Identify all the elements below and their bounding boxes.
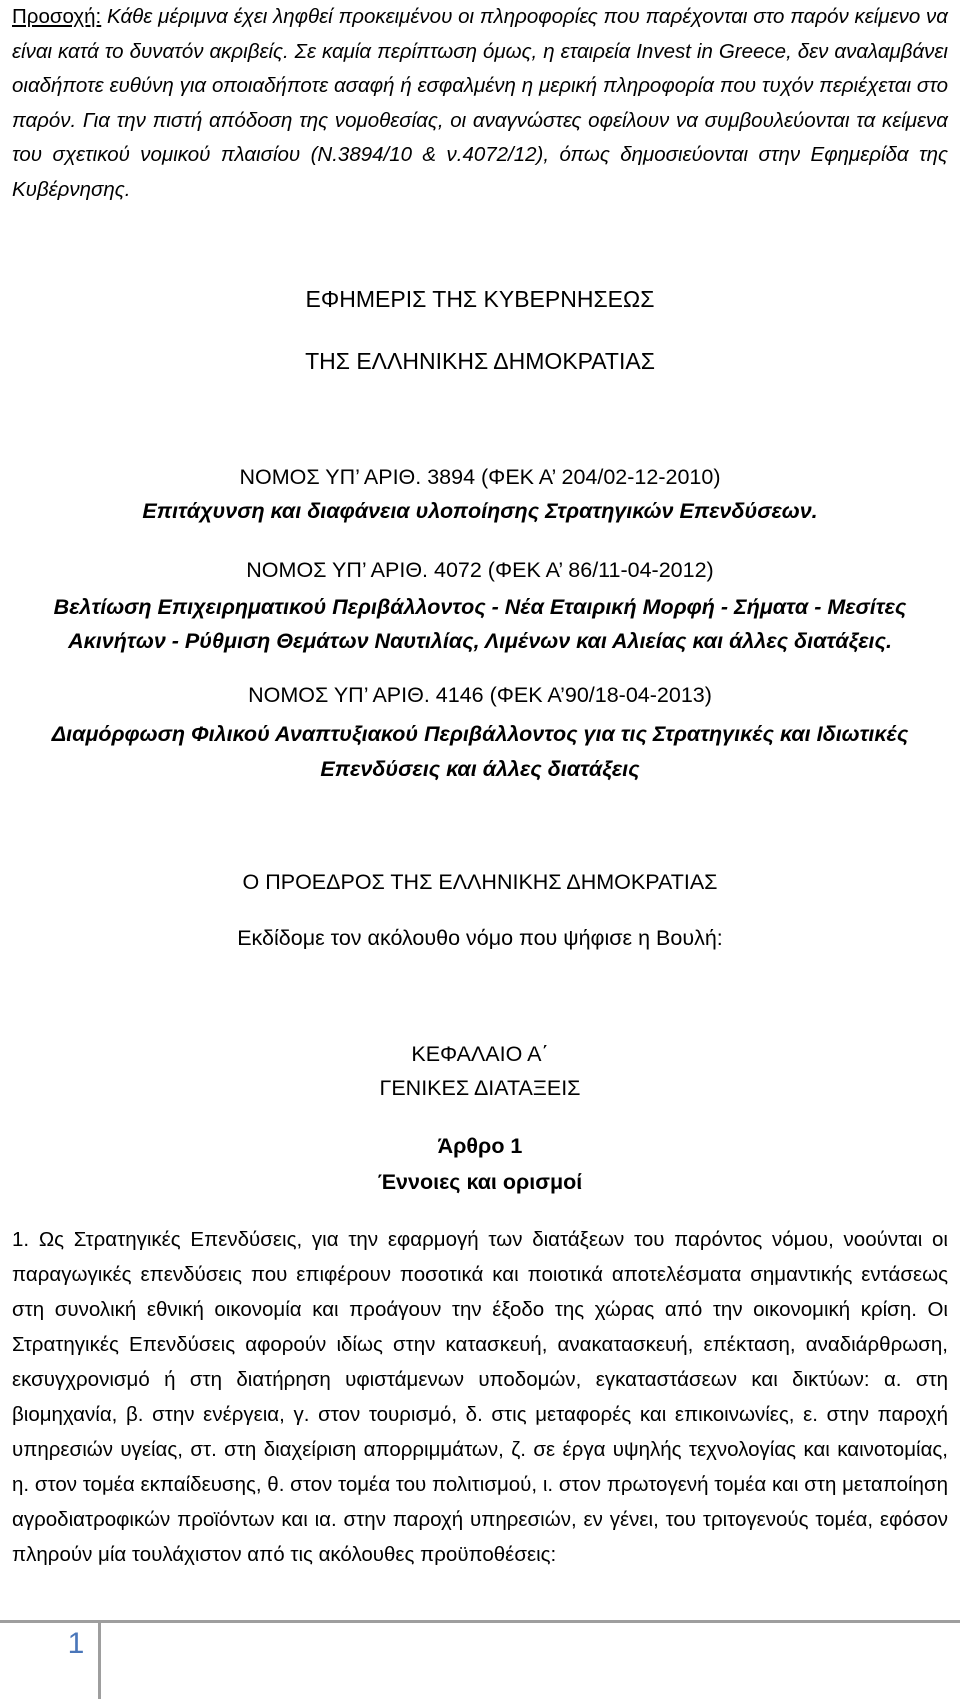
article-label: Άρθρο 1 bbox=[437, 1134, 523, 1158]
law-4146-title-line1: Διαμόρφωση Φιλικού Αναπτυξιακού Περιβάλλοντος για τις Στρατηγικές και Ιδιωτικές bbox=[51, 722, 909, 746]
enactment-formula: Εκδίδομε τον ακόλουθο νόμο που ψήφισε η Βουλή: bbox=[237, 926, 723, 950]
law-4072-title-line1: Βελτίωση Επιχειρηματικού Περιβάλλοντος - Νέα Εταιρική Μορφή - Σήματα - Μεσίτες bbox=[53, 595, 907, 619]
article-title: Έννοιες και ορισμοί bbox=[377, 1170, 583, 1194]
disclaimer-paragraph bbox=[12, 0, 948, 207]
law-4072-number: ΝΟΜΟΣ ΥΠ’ ΑΡΙΘ. 4072 (ΦΕΚ Α’ 86/11-04-2012) bbox=[246, 558, 714, 582]
law-3894-number: ΝΟΜΟΣ ΥΠ’ ΑΡΙΘ. 3894 (ΦΕΚ Α’ 204/02-12-2010) bbox=[239, 465, 721, 489]
law-4072-title-line2: Ακινήτων - Ρύθμιση Θεμάτων Ναυτιλίας, Λιμένων και Αλιείας και άλλες διατάξεις. bbox=[68, 629, 892, 653]
article-1-paragraph-1: 1. Ως Στρατηγικές Επενδύσεις, για την εφαρμογή των διατάξεων του παρόντος νόμου, νοούνται οι παραγωγικές επενδύσεις που επιφέρουν ποσοτικά και ποιοτικά αποτελέσματα σημαντικής εντάσεως στη συνολική εθνική οικονομία και προάγουν την έξοδο της χώρας από την οικονομική κρίση. Οι Στρατηγικές Επενδύσεις αφορούν ιδίως στην κατασκευή, ανακατασκευή, επέκταση, αναδιάρθρωση, εκσυγχρονισμό ή στη διατήρηση υφιστάμενων υποδομών, εγκαταστάσεων και δικτύων: α. στη βιομηχανία, β. στην ενέργεια, γ. στον τουρισμό, δ. στις μεταφορές και επικοινωνίες, ε. στην παροχή υπηρεσιών υγείας, στ. στη διαχείριση απορριμμάτων, ζ. σε έργα υψηλής τεχνολογίας και καινοτομίας, η. στον τομέα εκπαίδευσης, θ. στον τομέα του πολιτισμού, ι. στον πρωτογενή τομέα και στη μεταποίηση αγροδιατροφικών προϊόντων και ια. στην παροχή υπηρεσιών, εν γένει, του τριτογενούς τομέα, εφόσον πληρούν μία τουλάχιστον από τις ακόλουθες προϋποθέσεις: bbox=[12, 1228, 948, 1566]
footer-vertical-divider bbox=[98, 1623, 101, 1699]
page-number: 1 bbox=[67, 1627, 85, 1660]
law-4146-title-line2: Επενδύσεις και άλλες διατάξεις bbox=[320, 757, 640, 781]
law-3894-title: Επιτάχυνση και διαφάνεια υλοποίησης Στρατηγικών Επενδύσεων. bbox=[142, 499, 818, 523]
law-4146-number: ΝΟΜΟΣ ΥΠ’ ΑΡΙΘ. 4146 (ΦΕΚ Α’90/18-04-2013) bbox=[248, 683, 712, 707]
president-heading: Ο ΠΡΟΕΔΡΟΣ ΤΗΣ ΕΛΛΗΝΙΚΗΣ ΔΗΜΟΚΡΑΤΙΑΣ bbox=[242, 870, 718, 894]
disclaimer-text: Κάθε μέριμνα έχει ληφθεί προκειμένου οι πληροφορίες που παρέχονται στο παρόν κείμενο να είναι κατά το δυνατόν ακριβείς. Σε καμία περίπτωση όμως, η εταιρεία Invest in Greece, δεν αναλαμβάνει οιαδήποτε ευθύνη για οποιαδήποτε ασαφή ή εσφαλμένη η μερική πληροφορία που τυχόν περιέχεται στο παρόν. Για την πιστή απόδοση της νομοθεσίας, οι αναγνώστες οφείλουν να συμβουλεύονται τα κείμενα του σχετικού νομικού πλαισίου (Ν.3894/10 & ν.4072/12), όπως δημοσιεύονται στην Εφημερίδα της Κυβέρνησης. bbox=[12, 5, 948, 201]
gazette-title-line2: ΤΗΣ ΕΛΛΗΝΙΚΗΣ ΔΗΜΟΚΡΑΤΙΑΣ bbox=[305, 348, 655, 374]
footer-divider bbox=[0, 1620, 960, 1623]
gazette-title-line1: ΕΦΗΜΕΡΙΣ ΤΗΣ ΚΥΒΕΡΝΗΣΕΩΣ bbox=[305, 286, 655, 312]
chapter-label: ΚΕΦΑΛΑΙΟ Α΄ bbox=[411, 1042, 549, 1066]
disclaimer-label: Προσοχή: bbox=[12, 5, 102, 28]
chapter-title: ΓΕΝΙΚΕΣ ΔΙΑΤΑΞΕΙΣ bbox=[379, 1076, 581, 1100]
